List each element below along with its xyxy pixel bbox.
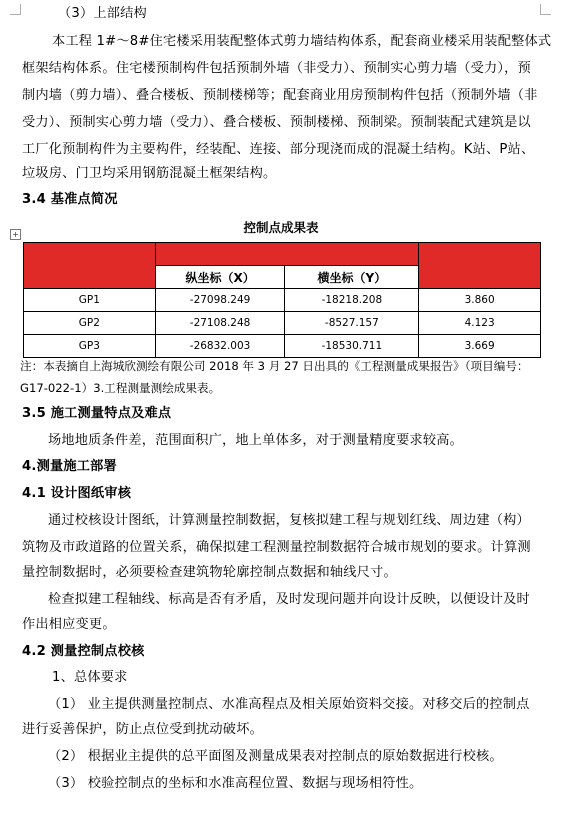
cell-elevation: 3.860 (419, 289, 541, 312)
paragraph-line: 通过校核设计图纸，计算测量控制数据，复核拟建工程与规划红线、周边建（构） (48, 513, 530, 528)
cell-x: -27098.249 (155, 289, 285, 312)
list-item: （3） 校验控制点的坐标和水准高程位置、数据与现场相符性。 (48, 776, 423, 791)
section-heading: 4.测量施工部署 (22, 459, 117, 474)
control-point-table (23, 242, 541, 358)
header-cell-empty (419, 243, 541, 289)
sub-heading: 1、总体要求 (52, 670, 128, 685)
paragraph-line: 工厂化预制构件为主要构件，经装配、连接、部分现浇而成的混凝土结构。K站、P站、 (22, 142, 535, 157)
cell-y: -18530.711 (285, 335, 419, 358)
cell-point: GP2 (24, 312, 156, 335)
cell-elevation: 4.123 (419, 312, 541, 335)
paragraph-line: 筑物及市政道路的位置关系，确保拟建工程测量控制数据符合城市规划的要求。计算测 (22, 540, 531, 555)
cell-elevation: 3.669 (419, 335, 541, 358)
paragraph-line: 制内墙（剪力墙）、叠合楼板、预制楼梯等；配套商业用房预制构件包括（预制外墙（非 (22, 88, 538, 103)
section-heading: 3.5 施工测量特点及难点 (22, 406, 172, 421)
paragraph-line: 垃圾房、门卫均采用钢筋混凝土框架结构。 (22, 166, 277, 181)
paragraph-line: 本工程 1#～8#住宅楼采用装配整体式剪力墙结构体系，配套商业楼采用装配整体式 (52, 34, 552, 49)
list-item: （2） 根据业主提供的总平面图及测量成果表对控制点的原始数据进行校核。 (48, 749, 503, 764)
table-note-line: G17-022-1）3.工程测量测绘成果表。 (20, 381, 221, 395)
section-heading: 4.2 测量控制点校核 (22, 644, 145, 659)
cell-y: -18218.208 (285, 289, 419, 312)
paragraph-line: 量控制数据时，必须要检查建筑物轮廓控制点数据和轴线尺寸。 (22, 565, 397, 580)
list-item: （1） 业主提供测量控制点、水准高程点及相关原始资料交接。对移交后的控制点 (48, 697, 530, 712)
table-note-line: 注：本表摘自上海城欣测绘有限公司 2018 年 3 月 27 日出具的《工程测量成果报告》（项目编号： (20, 359, 529, 373)
subsection-heading: （3）上部结构 (58, 6, 147, 21)
header-cell-empty (155, 243, 419, 266)
section-heading: 3.4 基准点简况 (22, 192, 118, 207)
header-y: 横坐标（Y） (285, 266, 419, 289)
cell-x: -26832.003 (155, 335, 285, 358)
cell-y: -8527.157 (285, 312, 419, 335)
table-row (24, 312, 541, 335)
page-corner-mark (10, 4, 21, 15)
paragraph-line: 受力）、预制实心剪力墙（受力）、叠合楼板、预制楼梯、预制梁。预制装配式建筑是以 (22, 115, 531, 130)
paragraph-line: 检查拟建工程轴线、标高是否有矛盾，及时发现问题并向设计反映，以便设计及时 (48, 592, 530, 607)
section-heading: 4.1 设计图纸审核 (22, 486, 132, 501)
header-cell-empty (24, 243, 156, 289)
table-caption: 控制点成果表 (243, 220, 319, 235)
list-item: 进行妥善保护，防止点位受到扰动破坏。 (22, 722, 263, 737)
table-move-handle-icon[interactable]: + (10, 229, 21, 240)
paragraph-line: 场地地质条件差，范围面积广，地上单体多，对于测量精度要求较高。 (48, 433, 464, 448)
cell-point: GP1 (24, 289, 156, 312)
header-x: 纵坐标（X） (155, 266, 285, 289)
paragraph-line: 框架结构体系。住宅楼预制构件包括预制外墙（非受力）、预制实心剪力墙（受力），预 (22, 61, 531, 76)
cell-x: -27108.248 (155, 312, 285, 335)
table-header-row (24, 243, 541, 266)
cell-point: GP3 (24, 335, 156, 358)
paragraph-line: 作出相应变更。 (22, 617, 116, 632)
table-row (24, 335, 541, 358)
table-row (24, 289, 541, 312)
